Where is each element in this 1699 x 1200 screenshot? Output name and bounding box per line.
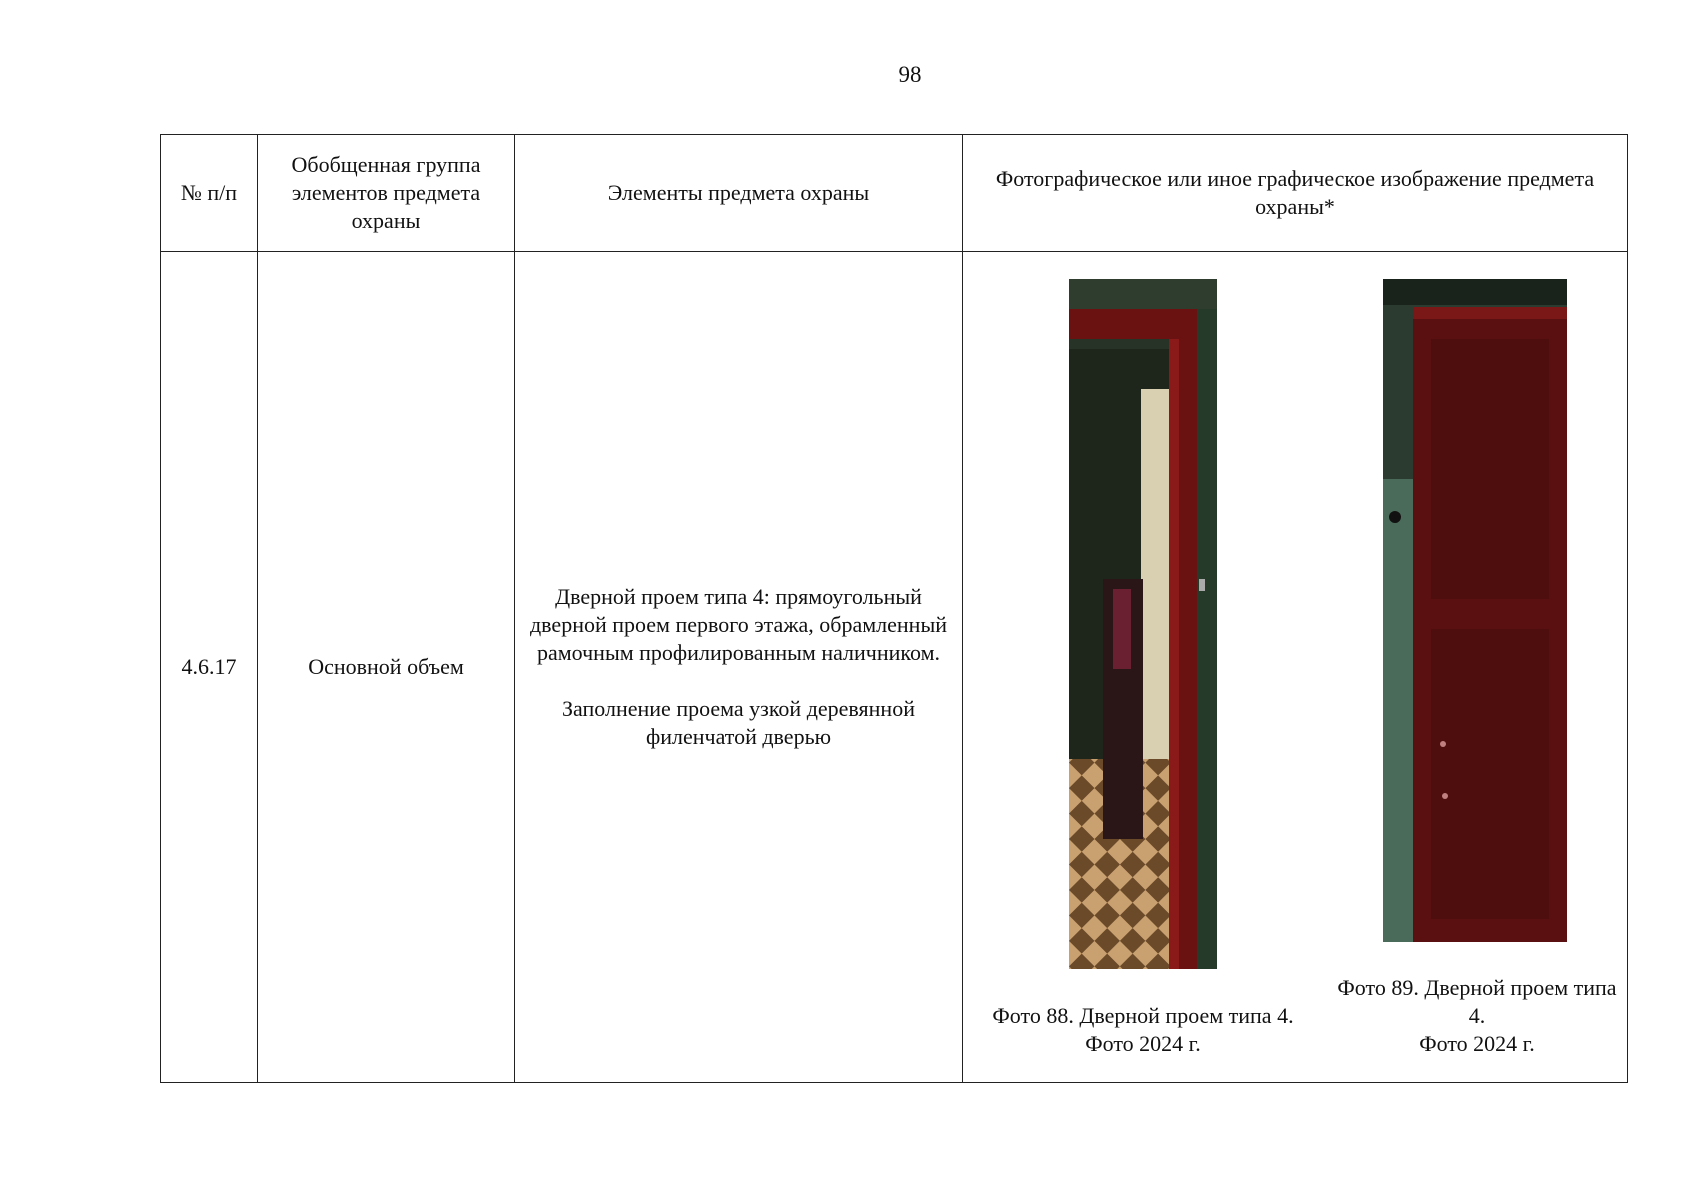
table-header-row [161,135,1628,252]
elements-description: Дверной проем типа 4: прямоугольный дверной проем первого этажа, обрамленный рамочным профилированным наличником. [529,584,948,665]
photo-88-caption-year: Фото 2024 г. [1085,1031,1201,1056]
elements-filling: Заполнение проема узкой деревянной филенчатой дверью [562,696,915,749]
row-elements [515,252,963,1083]
photo-88-caption-title: Фото 88. Дверной проем типа 4. [992,1003,1294,1028]
row-num: 4.6.17 [161,252,258,1083]
header-photo: Фотографическое или иное графическое изображение предмета охраны* [963,135,1628,252]
header-num: № п/п [161,135,258,252]
header-group: Обобщенная группа элементов предмета охраны [258,135,515,252]
row-photos [963,252,1628,1083]
photo-88-door-opening [1069,279,1217,969]
photo-89-caption-year: Фото 2024 г. [1419,1031,1535,1056]
page-number: 98 [898,62,922,87]
table-row [161,252,1628,1083]
photo-88-caption [963,1002,1323,1058]
photo-89-caption [1327,974,1627,1058]
photo-89-caption-title: Фото 89. Дверной проем типа 4. [1337,975,1617,1028]
protection-subject-table [160,134,1628,1083]
header-elements: Элементы предмета охраны [515,135,963,252]
row-group: Основной объем [258,252,515,1083]
photo-89-door-leaf [1383,279,1567,942]
